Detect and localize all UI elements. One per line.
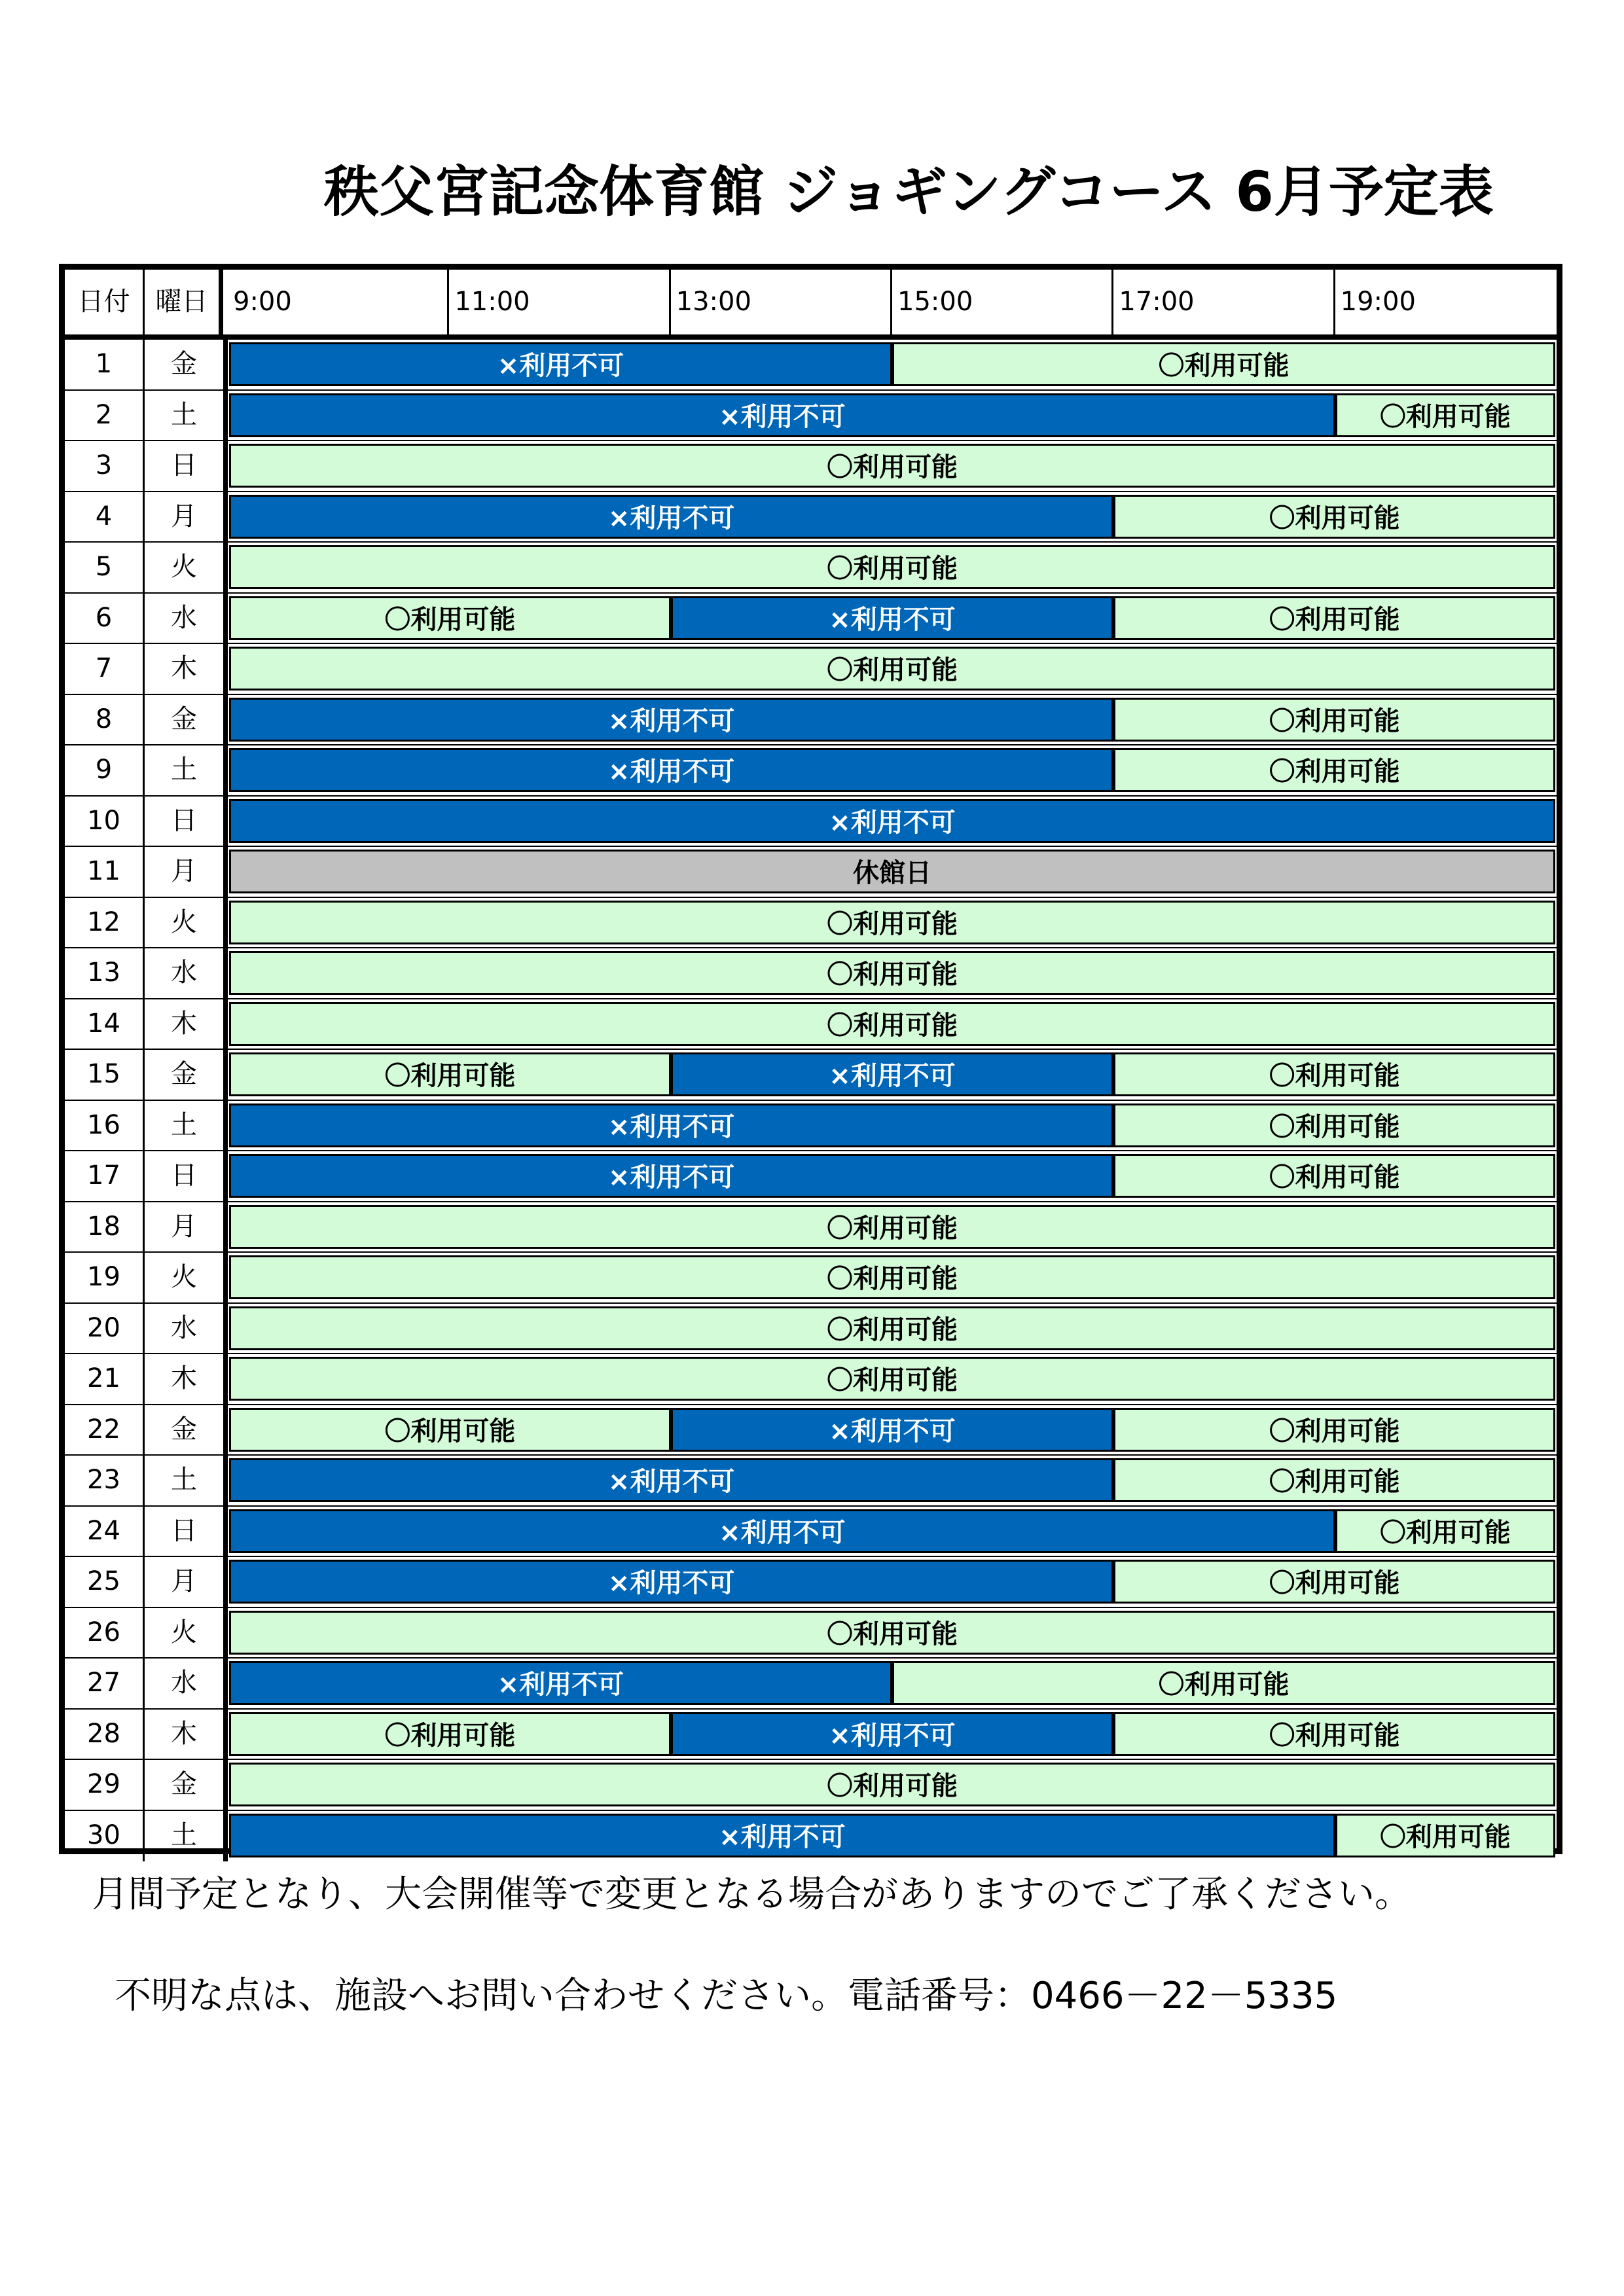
table-row bbox=[65, 1811, 1557, 1862]
table-row bbox=[65, 1608, 1557, 1659]
table-row bbox=[65, 1507, 1557, 1558]
slot-closed: ×利用不可 bbox=[671, 1712, 1114, 1756]
slot-open: 〇利用可能 bbox=[229, 1763, 1555, 1806]
dow-cell: 火 bbox=[145, 898, 228, 948]
slot-open: 〇利用可能 bbox=[229, 1205, 1555, 1249]
dow-cell: 日 bbox=[145, 441, 228, 491]
dow-cell: 金 bbox=[145, 1760, 228, 1810]
slot-closed: ×利用不可 bbox=[671, 1408, 1114, 1452]
slot-open: 〇利用可能 bbox=[229, 1611, 1555, 1655]
date-cell: 13 bbox=[65, 948, 145, 998]
note-contact: 不明な点は、施設へお問い合わせください。電話番号：0466－22－5335 bbox=[115, 1975, 1338, 2017]
slot-open: 〇利用可能 bbox=[892, 342, 1555, 386]
slot-closed: ×利用不可 bbox=[229, 748, 1113, 792]
date-cell: 29 bbox=[65, 1760, 145, 1810]
slot-open: 〇利用可能 bbox=[229, 1306, 1555, 1350]
date-cell: 24 bbox=[65, 1507, 145, 1556]
dow-cell: 木 bbox=[145, 1354, 228, 1404]
note-schedule-change: 月間予定となり、大会開催等で変更となる場合がありますのでご了承ください。 bbox=[92, 1873, 1411, 1916]
slot-closed: ×利用不可 bbox=[229, 1103, 1113, 1147]
table-row bbox=[65, 441, 1557, 492]
date-cell: 23 bbox=[65, 1456, 145, 1505]
slot-open: 〇利用可能 bbox=[229, 1255, 1555, 1299]
date-cell: 5 bbox=[65, 543, 145, 592]
table-row bbox=[65, 1405, 1557, 1456]
dow-cell: 土 bbox=[145, 391, 228, 440]
date-cell: 2 bbox=[65, 391, 145, 440]
slot-open: 〇利用可能 bbox=[1113, 748, 1555, 792]
slot-open: 〇利用可能 bbox=[1113, 1458, 1555, 1502]
dow-cell: 金 bbox=[145, 1050, 228, 1100]
slot-open: 〇利用可能 bbox=[229, 596, 671, 640]
slot-open: 〇利用可能 bbox=[1335, 1814, 1555, 1857]
date-cell: 18 bbox=[65, 1202, 145, 1252]
table-row bbox=[65, 644, 1557, 695]
date-cell: 14 bbox=[65, 999, 145, 1049]
slot-open: 〇利用可能 bbox=[1113, 1408, 1555, 1452]
dow-cell: 金 bbox=[145, 1405, 228, 1455]
slot-closed: ×利用不可 bbox=[229, 1661, 892, 1705]
time-column-header: 17:00 bbox=[1113, 270, 1335, 334]
dow-cell: 日 bbox=[145, 1507, 228, 1556]
slot-closed: ×利用不可 bbox=[229, 1560, 1113, 1604]
date-cell: 25 bbox=[65, 1557, 145, 1607]
slot-closed: ×利用不可 bbox=[229, 698, 1113, 742]
dow-cell: 月 bbox=[145, 1202, 228, 1252]
slot-open: 〇利用可能 bbox=[1113, 596, 1555, 640]
time-column-header: 19:00 bbox=[1340, 287, 1416, 317]
date-column-header: 日付 bbox=[65, 270, 145, 334]
date-cell: 19 bbox=[65, 1253, 145, 1302]
date-cell: 7 bbox=[65, 644, 145, 694]
date-cell: 17 bbox=[65, 1151, 145, 1201]
page-title: 秩父宮記念体育館 ジョギングコース 6月予定表 bbox=[324, 160, 1494, 224]
table-row bbox=[65, 492, 1557, 543]
slot-open: 〇利用可能 bbox=[229, 951, 1555, 995]
slot-open: 〇利用可能 bbox=[229, 1712, 671, 1756]
dow-cell: 水 bbox=[145, 1304, 228, 1354]
date-cell: 26 bbox=[65, 1608, 145, 1658]
table-row bbox=[65, 1050, 1557, 1101]
dow-cell: 水 bbox=[145, 594, 228, 643]
dow-cell: 木 bbox=[145, 1710, 228, 1759]
slot-open: 〇利用可能 bbox=[1113, 1154, 1555, 1198]
dow-cell: 火 bbox=[145, 543, 228, 592]
dow-cell: 日 bbox=[145, 797, 228, 846]
date-cell: 30 bbox=[65, 1811, 145, 1862]
slot-open: 〇利用可能 bbox=[229, 1002, 1555, 1046]
date-cell: 28 bbox=[65, 1710, 145, 1759]
table-row bbox=[65, 1151, 1557, 1202]
slot-open: 〇利用可能 bbox=[892, 1661, 1555, 1705]
slot-open: 〇利用可能 bbox=[229, 901, 1555, 944]
table-row bbox=[65, 1659, 1557, 1710]
slot-closed: ×利用不可 bbox=[671, 596, 1114, 640]
table-row bbox=[65, 594, 1557, 645]
table-row bbox=[65, 1101, 1557, 1152]
slot-closed: ×利用不可 bbox=[229, 342, 892, 386]
slot-open: 〇利用可能 bbox=[1113, 1052, 1555, 1096]
table-row bbox=[65, 898, 1557, 949]
slot-open: 〇利用可能 bbox=[229, 444, 1555, 488]
table-header bbox=[65, 270, 1557, 340]
dow-cell: 水 bbox=[145, 948, 228, 998]
table-row bbox=[65, 1253, 1557, 1304]
date-cell: 9 bbox=[65, 745, 145, 795]
slot-open: 〇利用可能 bbox=[1335, 393, 1555, 437]
date-cell: 15 bbox=[65, 1050, 145, 1100]
table-row bbox=[65, 1456, 1557, 1507]
dow-cell: 金 bbox=[145, 695, 228, 745]
dow-cell: 月 bbox=[145, 847, 228, 897]
slot-open: 〇利用可能 bbox=[229, 1408, 671, 1452]
dow-cell: 土 bbox=[145, 745, 228, 795]
date-cell: 11 bbox=[65, 847, 145, 897]
slot-open: 〇利用可能 bbox=[229, 647, 1555, 691]
table-row bbox=[65, 543, 1557, 594]
dow-cell: 土 bbox=[145, 1456, 228, 1505]
slot-open: 〇利用可能 bbox=[1113, 1103, 1555, 1147]
date-cell: 10 bbox=[65, 797, 145, 846]
slot-closed: ×利用不可 bbox=[229, 1814, 1335, 1857]
dow-cell: 木 bbox=[145, 999, 228, 1049]
table-row bbox=[65, 948, 1557, 999]
slot-open: 〇利用可能 bbox=[1113, 1712, 1555, 1756]
table-row bbox=[65, 1202, 1557, 1253]
dow-cell: 金 bbox=[145, 340, 228, 389]
table-row bbox=[65, 695, 1557, 746]
dow-cell: 水 bbox=[145, 1659, 228, 1708]
date-cell: 22 bbox=[65, 1405, 145, 1455]
table-row bbox=[65, 391, 1557, 442]
slot-closed: ×利用不可 bbox=[229, 1154, 1113, 1198]
dow-cell: 日 bbox=[145, 1151, 228, 1201]
slot-closed: ×利用不可 bbox=[229, 495, 1113, 539]
table-row bbox=[65, 1710, 1557, 1761]
date-cell: 16 bbox=[65, 1101, 145, 1151]
time-column-header: 9:00 bbox=[228, 270, 449, 334]
slot-open: 〇利用可能 bbox=[229, 1357, 1555, 1401]
time-column-header: 13:00 bbox=[671, 270, 892, 334]
dow-cell: 火 bbox=[145, 1608, 228, 1658]
date-cell: 8 bbox=[65, 695, 145, 745]
table-row bbox=[65, 1760, 1557, 1811]
dow-cell: 月 bbox=[145, 492, 228, 542]
dow-cell: 火 bbox=[145, 1253, 228, 1302]
table-row bbox=[65, 1304, 1557, 1355]
date-cell: 3 bbox=[65, 441, 145, 491]
slot-holiday: 休館日 bbox=[229, 850, 1555, 893]
slot-closed: ×利用不可 bbox=[671, 1052, 1114, 1096]
date-cell: 6 bbox=[65, 594, 145, 643]
slot-open: 〇利用可能 bbox=[1113, 698, 1555, 742]
schedule-table bbox=[59, 264, 1562, 1854]
slot-open: 〇利用可能 bbox=[1113, 1560, 1555, 1604]
table-row bbox=[65, 745, 1557, 797]
slot-closed: ×利用不可 bbox=[229, 799, 1555, 843]
time-column-header: 11:00 bbox=[449, 270, 670, 334]
slot-closed: ×利用不可 bbox=[229, 393, 1335, 437]
table-row bbox=[65, 1354, 1557, 1405]
table-row bbox=[65, 1557, 1557, 1608]
dow-cell: 土 bbox=[145, 1101, 228, 1151]
slot-closed: ×利用不可 bbox=[229, 1458, 1113, 1502]
table-row bbox=[65, 999, 1557, 1050]
dow-column-header: 曜日 bbox=[145, 270, 223, 334]
table-row bbox=[65, 797, 1557, 848]
slot-open: 〇利用可能 bbox=[229, 1052, 671, 1096]
slot-open: 〇利用可能 bbox=[1113, 495, 1555, 539]
dow-cell: 木 bbox=[145, 644, 228, 694]
time-column-header: 15:00 bbox=[892, 270, 1113, 334]
date-cell: 20 bbox=[65, 1304, 145, 1354]
date-cell: 12 bbox=[65, 898, 145, 948]
date-cell: 21 bbox=[65, 1354, 145, 1404]
table-row bbox=[65, 847, 1557, 898]
table-row bbox=[65, 340, 1557, 391]
date-cell: 4 bbox=[65, 492, 145, 542]
date-cell: 1 bbox=[65, 340, 145, 389]
slot-open: 〇利用可能 bbox=[229, 545, 1555, 589]
date-cell: 27 bbox=[65, 1659, 145, 1708]
dow-cell: 土 bbox=[145, 1811, 228, 1862]
slot-closed: ×利用不可 bbox=[229, 1509, 1335, 1553]
dow-cell: 月 bbox=[145, 1557, 228, 1607]
slot-open: 〇利用可能 bbox=[1335, 1509, 1555, 1553]
